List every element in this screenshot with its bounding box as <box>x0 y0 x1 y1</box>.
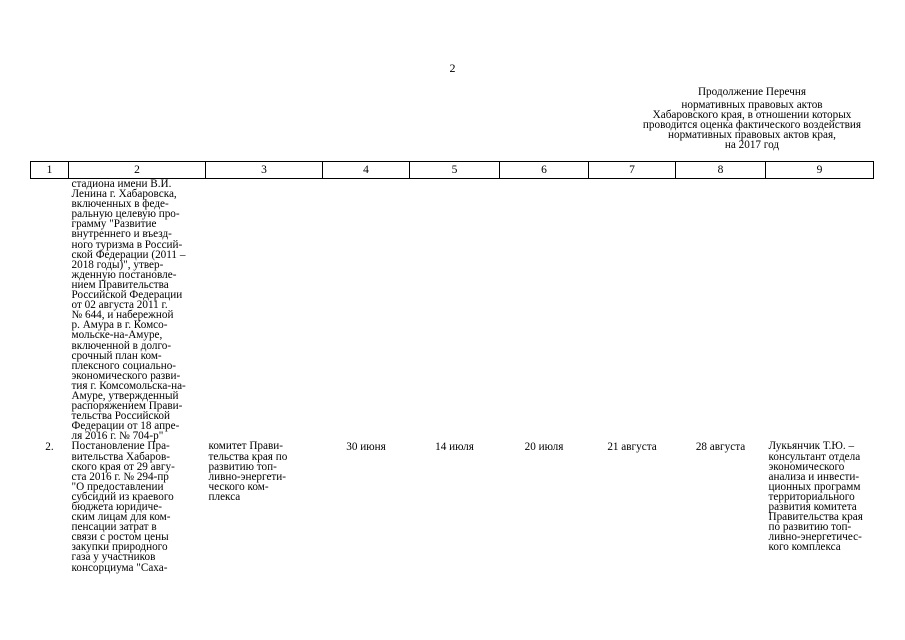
cell-text-line: кого комплекса <box>768 541 841 554</box>
cell-text-line: распоряжением Прави- <box>71 400 183 413</box>
cell-text-line: ческого ком- <box>208 480 269 493</box>
table-header-row <box>31 162 874 179</box>
cell-text-line: вительства Хабаров- <box>71 450 170 463</box>
cell-text-line: ральную целевую про- <box>71 208 180 221</box>
cell-text-line: тельства Российской <box>71 410 170 423</box>
table-cell <box>410 179 500 442</box>
cell-text-line: ля 2016 г. № 704-р" <box>71 430 164 443</box>
row-number-cell: 2. <box>45 441 54 454</box>
cell-text-line: закупки природного <box>71 541 168 554</box>
cell-text-line: ского края от 29 авгу- <box>71 460 175 473</box>
cell-text-line: ста 2016 г. № 294-пр <box>71 470 169 483</box>
acts-table <box>30 161 874 573</box>
cell-text-line: Правительства края <box>768 511 863 524</box>
cell-text-line: экономического разви- <box>71 369 181 382</box>
cell-text-line: плекса <box>208 490 241 503</box>
column-header: 2 <box>69 162 206 179</box>
responsible-person-cell <box>766 441 874 572</box>
cell-text-line: пенсации затрат в <box>71 521 157 534</box>
cell-text-line: срочный план ком- <box>71 349 162 362</box>
column-header: 3 <box>206 162 323 179</box>
table-cell <box>676 179 766 442</box>
table-cell <box>206 179 323 442</box>
cell-text-line: развитию топ- <box>208 460 277 473</box>
cell-text-line: включенных в феде- <box>71 198 169 211</box>
cell-text-line: ской Федерации (2011 – <box>71 248 186 261</box>
table-row <box>31 441 874 572</box>
cell-text-line: Ленина г. Хабаровска, <box>71 188 177 201</box>
cell-text-line: Постановление Пра- <box>71 440 170 453</box>
cell-text-line: 2018 годы)", утвер- <box>71 258 164 271</box>
cell-text-line: тельства края по <box>208 450 288 463</box>
date-cell: 20 июля <box>524 441 564 454</box>
date-cell: 28 августа <box>695 441 746 454</box>
table-row <box>31 179 874 442</box>
table-cell <box>766 179 874 442</box>
column-header: 5 <box>410 162 500 179</box>
cell-text-line: развития комитета <box>768 501 857 513</box>
column-header: 7 <box>589 162 676 179</box>
cell-text-line: по развитию топ- <box>768 521 852 534</box>
cell-text-line: "О предоставлении <box>71 480 164 493</box>
cell-text-line: р. Амура в г. Комсо- <box>71 319 168 332</box>
date-cell: 14 июля <box>435 441 474 454</box>
heading-line: нормативных правовых актов края, <box>668 129 836 141</box>
cell-text-line: ливно-энергетичес- <box>768 531 862 544</box>
cell-text-line: субсидий из краевого <box>71 490 174 503</box>
cell-text-line: экономического <box>768 460 845 473</box>
cell-text-line: стадиона имени В.И. <box>71 178 172 190</box>
heading-line: нормативных правовых актов <box>681 99 823 111</box>
cell-text-line: включенной в долго- <box>71 339 172 352</box>
cell-text-line: мольске-на-Амуре, <box>71 329 163 342</box>
cell-text-line: Лукьянчик Т.Ю. – <box>768 440 855 453</box>
cell-text-line: ливно-энергети- <box>208 470 287 483</box>
act-description-cell <box>69 179 206 442</box>
cell-text-line: плексного социально- <box>71 359 177 372</box>
date-cell: 30 июня <box>346 441 386 454</box>
column-header: 6 <box>500 162 589 179</box>
table-cell <box>323 179 410 442</box>
cell-text-line: консорциума "Саха- <box>71 561 168 574</box>
cell-text-line: от 02 августа 2011 г. <box>71 299 168 312</box>
cell-text-line: связи с ростом цены <box>71 531 169 544</box>
cell-text-line: нием Правительства <box>71 278 169 291</box>
heading-line: Продолжение Перечня <box>697 86 807 98</box>
heading-line: на 2017 год <box>724 139 780 151</box>
cell-text-line: ционных программ <box>768 480 861 493</box>
column-header: 8 <box>676 162 766 179</box>
cell-text-line: № 644, и набережной <box>71 309 174 322</box>
cell-text-line: газа у участников <box>71 551 156 564</box>
cell-text-line: Федерации от 18 апре- <box>71 420 180 433</box>
cell-text-line: территориального <box>768 490 855 503</box>
cell-text-line: ским лицам для ком- <box>71 511 171 524</box>
cell-text-line: Российской Федерации <box>71 289 183 302</box>
cell-text-line: комитет Прави- <box>208 440 283 453</box>
column-header: 4 <box>323 162 410 179</box>
cell-text-line: жденную постановле- <box>71 268 177 281</box>
developer-cell <box>206 441 323 572</box>
cell-text-line: консультант отдела <box>768 450 861 463</box>
column-header: 9 <box>766 162 874 179</box>
cell-text-line: грамму "Развитие <box>71 218 157 231</box>
cell-text-line: анализа и инвести- <box>768 470 860 483</box>
page-number: 2 <box>449 61 456 75</box>
cell-text-line: тия г. Комсомольска-на- <box>71 379 186 392</box>
heading-line: проводится оценка фактического воздействия <box>642 119 862 131</box>
cell-text-line: ного туризма в Россий- <box>71 238 183 251</box>
table-cell <box>500 179 589 442</box>
heading-line: Хабаровского края, в отношении которых <box>652 109 852 121</box>
table-cell <box>589 179 676 442</box>
column-header: 1 <box>31 162 69 179</box>
document-heading <box>628 87 876 150</box>
table-cell <box>31 179 69 442</box>
cell-text-line: бюджета юридиче- <box>71 501 162 513</box>
cell-text-line: Амуре, утвержденный <box>71 389 179 402</box>
cell-text-line: внутреннего и въезд- <box>71 228 172 241</box>
date-cell: 21 августа <box>607 441 657 454</box>
act-description-cell <box>69 441 206 572</box>
